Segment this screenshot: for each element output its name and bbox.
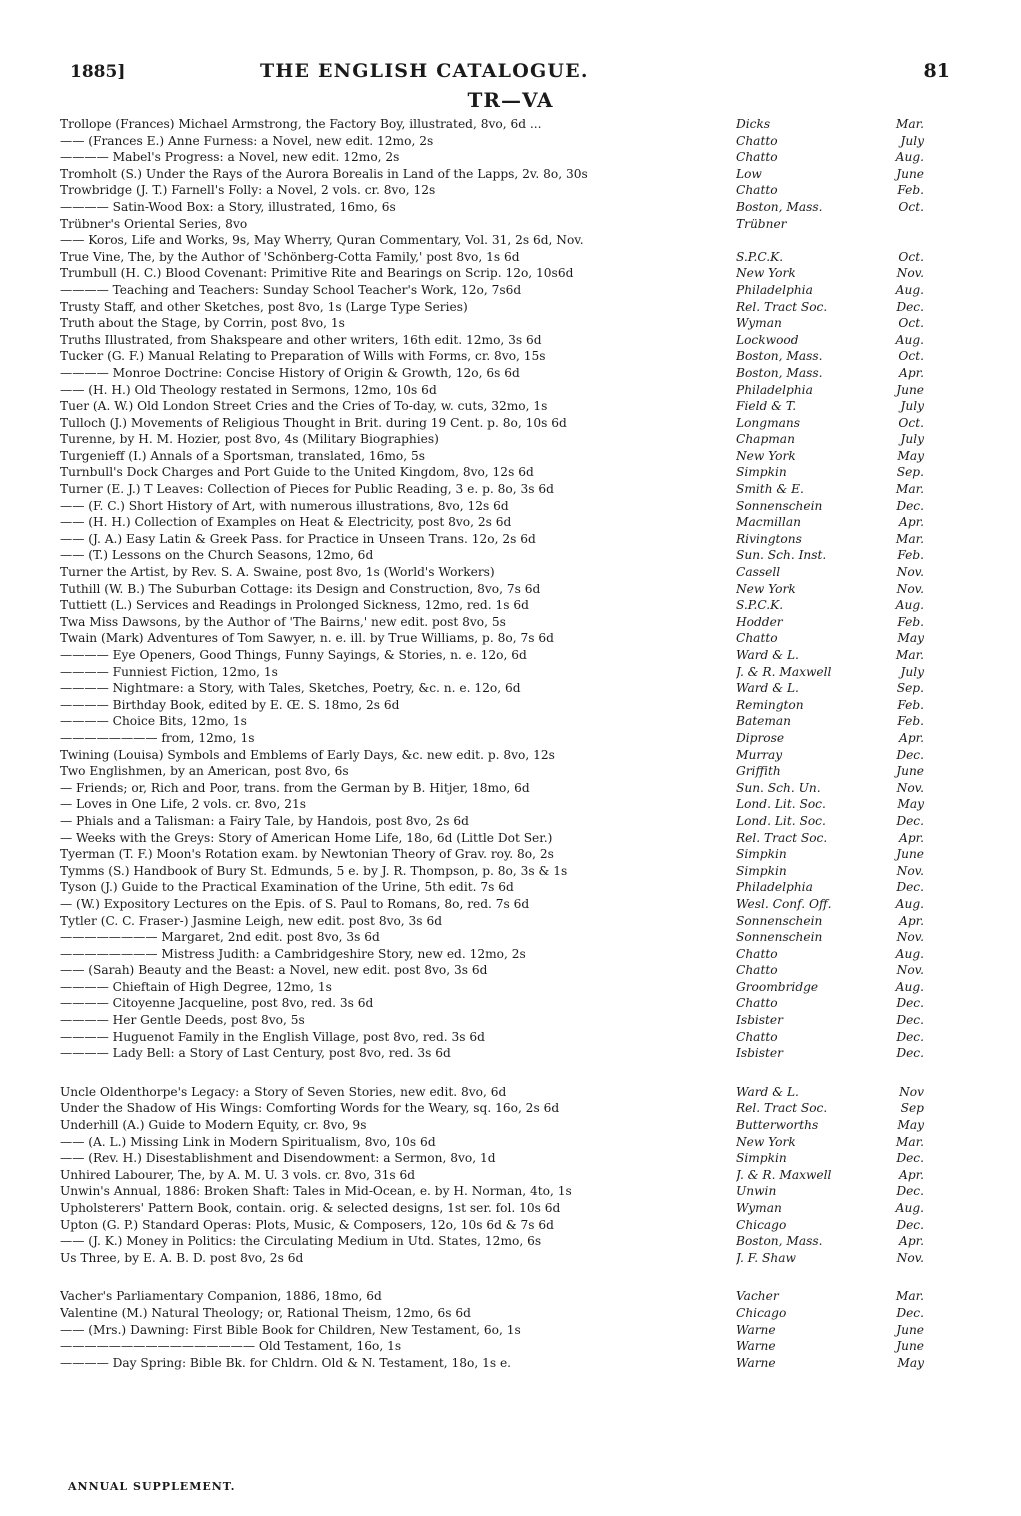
entry-publisher: Unwin	[736, 1184, 777, 1199]
entry-publisher: Philadelphia	[736, 382, 813, 397]
entry-month: Dec.	[896, 1217, 924, 1232]
entry-publisher: Isbister	[736, 1013, 783, 1028]
catalogue-entry	[60, 664, 930, 681]
entry-publisher: Rel. Tract Soc.	[736, 1101, 828, 1116]
entry-title: ———— Nightmare: a Story, with Tales, Sketches, Poetry, &c. n. e. 12o, 6d	[60, 681, 521, 696]
entry-title: Tyerman (T. F.) Moon's Rotation exam. by Newtonian Theory of Grav. roy. 8o, 2s	[60, 847, 554, 862]
entry-publisher: Dicks	[736, 117, 771, 131]
entry-month: Aug.	[895, 598, 924, 613]
catalogue-entry	[60, 564, 930, 581]
entry-month: May	[897, 448, 924, 463]
entry-publisher: Philadelphia	[736, 282, 813, 297]
entry-title: Unhired Labourer, The, by A. M. U. 3 vols. cr. 8vo, 31s 6d	[60, 1167, 416, 1182]
catalogue-entry	[60, 116, 930, 133]
entry-publisher: Chicago	[736, 1217, 787, 1232]
entry-title: —— (J. K.) Money in Politics: the Circulating Medium in Utd. States, 12mo, 6s	[60, 1234, 542, 1249]
entry-title: Tuthill (W. B.) The Suburban Cottage: its Design and Construction, 8vo, 7s 6d	[60, 581, 541, 596]
entry-publisher: Diprose	[736, 730, 785, 745]
catalogue-entry	[60, 830, 930, 847]
entry-publisher: Griffith	[736, 764, 781, 779]
entry-month: July	[900, 432, 924, 447]
entry-title: Tuer (A. W.) Old London Street Cries and the Cries of To-day, w. cuts, 32mo, 1s	[60, 399, 548, 414]
catalogue-entry	[60, 813, 930, 830]
catalogue-entry	[60, 1167, 930, 1184]
entry-title: ———— Day Spring: Bible Bk. for Chldrn. Old & N. Testament, 18o, 1s e.	[60, 1355, 512, 1370]
entry-publisher: Chapman	[736, 432, 795, 447]
entry-title: ———————— Mistress Judith: a Cambridgeshire Story, new ed. 12mo, 2s	[60, 946, 526, 961]
catalogue-entry	[60, 216, 930, 233]
entry-publisher: Wyman	[736, 1201, 782, 1215]
entry-month: Apr.	[899, 365, 924, 380]
entry-month: Feb.	[897, 183, 924, 198]
catalogue-entry	[60, 1134, 930, 1151]
entry-month: Dec.	[896, 1013, 924, 1028]
catalogue-entry	[60, 382, 930, 399]
entry-month: Apr.	[899, 830, 924, 845]
catalogue-entry	[60, 929, 930, 946]
catalogue-entry	[60, 199, 930, 216]
entry-title: Us Three, by E. A. B. D. post 8vo, 2s 6d	[60, 1250, 304, 1265]
catalogue-entry	[60, 647, 930, 664]
entry-month: Aug.	[895, 979, 924, 994]
entry-month: Nov.	[896, 963, 924, 978]
entry-title: Turner (E. J.) T Leaves: Collection of Pieces for Public Reading, 3 e. p. 8o, 3s 6d	[60, 482, 554, 497]
entry-title: ———— Huguenot Family in the English Village, post 8vo, red. 3s 6d	[60, 1029, 485, 1044]
entry-month: Dec.	[896, 880, 924, 895]
entry-title: Turner the Artist, by Rev. S. A. Swaine, post 8vo, 1s (World's Workers)	[60, 565, 495, 580]
catalogue-entry	[60, 133, 930, 150]
entry-publisher: Boston, Mass.	[736, 199, 823, 214]
entry-month: Oct.	[898, 249, 924, 264]
entry-month: Nov.	[896, 1250, 924, 1265]
catalogue-entry	[60, 514, 930, 531]
entry-title: Tytler (C. C. Fraser-) Jasmine Leigh, new edit. post 8vo, 3s 6d	[60, 913, 442, 928]
entry-title: —— (H. H.) Collection of Examples on Heat & Electricity, post 8vo, 2s 6d	[60, 515, 512, 530]
entry-title: ———— Mabel's Progress: a Novel, new edit. 12mo, 2s	[60, 150, 400, 165]
entry-publisher: Chatto	[736, 946, 778, 961]
entry-month: Dec.	[896, 1184, 924, 1199]
catalogue-entry	[60, 730, 930, 747]
entry-title: ———————————————— Old Testament, 16o, 1s	[60, 1339, 402, 1354]
catalogue-entry	[60, 1150, 930, 1167]
entry-month: Aug.	[895, 946, 924, 961]
entry-month: Dec.	[896, 1305, 924, 1320]
entry-month: Sep	[900, 1101, 924, 1116]
catalogue-entry	[60, 1012, 930, 1029]
entry-title: —— (Rev. H.) Disestablishment and Disendowment: a Sermon, 8vo, 1d	[60, 1151, 496, 1166]
entry-month: Mar.	[895, 531, 924, 546]
entry-publisher: Bateman	[736, 714, 792, 729]
entry-month: Nov.	[896, 930, 924, 945]
entry-publisher: Ward & L.	[736, 648, 799, 662]
entry-title: Upholsterers' Pattern Book, contain. orig. & selected designs, 1st ser. fol. 10s 6d	[60, 1201, 561, 1215]
entry-publisher: Rivingtons	[736, 531, 802, 546]
catalogue-entry	[60, 1355, 930, 1372]
entry-month: Dec.	[896, 996, 924, 1011]
entry-title: Turenne, by H. M. Hozier, post 8vo, 4s (Military Biographies)	[60, 432, 439, 447]
entry-publisher: Simpkin	[736, 1151, 787, 1166]
catalogue-entry	[60, 348, 930, 365]
catalogue-entry	[60, 481, 930, 498]
entry-publisher: Warne	[736, 1355, 776, 1370]
entry-month: May	[897, 1355, 924, 1370]
catalogue-entry	[60, 763, 930, 780]
entry-title: ———————— from, 12mo, 1s	[60, 730, 255, 745]
entry-publisher: Chatto	[736, 963, 778, 978]
entry-list	[60, 116, 930, 1371]
entry-title: Trübner's Oriental Series, 8vo	[60, 216, 248, 231]
entry-publisher: New York	[736, 581, 796, 596]
entry-publisher: Chatto	[736, 150, 778, 165]
entry-title: ———— Citoyenne Jacqueline, post 8vo, red. 3s 6d	[60, 996, 374, 1011]
entry-publisher: Simpkin	[736, 465, 787, 480]
entry-publisher: J. F. Shaw	[736, 1250, 796, 1265]
entry-month: Dec.	[896, 299, 924, 314]
entry-publisher: Sonnenschein	[736, 930, 823, 945]
entry-title: Underhill (A.) Guide to Modern Equity, cr. 8vo, 9s	[60, 1118, 367, 1133]
entry-month: June	[896, 1322, 924, 1337]
entry-title: —— Koros, Life and Works, 9s, May Wherry, Quran Commentary, Vol. 31, 2s 6d, Nov.	[60, 233, 584, 248]
entry-publisher: Trübner	[736, 216, 787, 231]
catalogue-entry	[60, 597, 930, 614]
catalogue-entry	[60, 149, 930, 166]
entry-publisher: Simpkin	[736, 847, 787, 862]
entry-title: Uncle Oldenthorpe's Legacy: a Story of Seven Stories, new edit. 8vo, 6d	[60, 1084, 507, 1099]
entry-title: — Friends; or, Rich and Poor, trans. from the German by B. Hitjer, 18mo, 6d	[60, 780, 530, 795]
entry-publisher: Vacher	[736, 1289, 779, 1304]
entry-publisher: Ward & L.	[736, 681, 799, 696]
entry-month: Oct.	[898, 415, 924, 430]
catalogue-entry	[60, 1200, 930, 1217]
entry-title: Truths Illustrated, from Shakspeare and other writers, 16th edit. 12mo, 3s 6d	[60, 332, 542, 347]
catalogue-entry	[60, 315, 930, 332]
entry-title: Tymms (S.) Handbook of Bury St. Edmunds, 5 e. by J. R. Thompson, p. 8o, 3s & 1s	[60, 863, 568, 878]
entry-title: —— (F. C.) Short History of Art, with numerous illustrations, 8vo, 12s 6d	[60, 498, 509, 513]
entry-title: ———— Chieftain of High Degree, 12mo, 1s	[60, 979, 332, 994]
entry-title: —— (Frances E.) Anne Furness: a Novel, new edit. 12mo, 2s	[60, 133, 434, 148]
entry-title: Unwin's Annual, 1886: Broken Shaft: Tales in Mid-Ocean, e. by H. Norman, 4to, 1s	[60, 1184, 572, 1199]
entry-month: Sep.	[896, 465, 924, 480]
entry-title: — Phials and a Talisman: a Fairy Tale, by Handois, post 8vo, 2s 6d	[60, 813, 469, 828]
entry-publisher: J. & R. Maxwell	[736, 664, 832, 679]
entry-month: Aug.	[895, 150, 924, 165]
entry-publisher: Macmillan	[736, 515, 801, 530]
catalogue-entry	[60, 846, 930, 863]
entry-month: Mar.	[895, 1134, 924, 1149]
catalogue-entry	[60, 863, 930, 880]
entry-publisher: Butterworths	[736, 1118, 819, 1133]
entry-month: Apr.	[899, 1167, 924, 1182]
entry-publisher: New York	[736, 448, 796, 463]
catalogue-entry	[60, 962, 930, 979]
catalogue-entry	[60, 1217, 930, 1234]
entry-month: Feb.	[897, 548, 924, 563]
entry-month: Dec.	[896, 1151, 924, 1166]
entry-month: July	[900, 664, 924, 679]
entry-month: Dec.	[896, 1029, 924, 1044]
entry-publisher: Lockwood	[736, 332, 799, 347]
catalogue-entry	[60, 946, 930, 963]
entry-title: Upton (G. P.) Standard Operas: Plots, Music, & Composers, 12o, 10s 6d & 7s 6d	[60, 1217, 554, 1232]
entry-title: ———— Funniest Fiction, 12mo, 1s	[60, 664, 278, 679]
entry-publisher: Chatto	[736, 631, 778, 646]
entry-publisher: Lond. Lit. Soc.	[736, 797, 826, 812]
entry-month: Mar.	[895, 117, 924, 131]
catalogue-entry	[60, 913, 930, 930]
entry-month: Mar.	[895, 1289, 924, 1304]
catalogue-entry	[60, 1338, 930, 1355]
entry-publisher: Simpkin	[736, 863, 787, 878]
entry-publisher: Groombridge	[736, 979, 819, 994]
footer-label: ANNUAL SUPPLEMENT.	[68, 1480, 236, 1493]
catalogue-entry	[60, 1084, 930, 1101]
entry-publisher: Boston, Mass.	[736, 1234, 823, 1249]
entry-title: — Weeks with the Greys: Story of American Home Life, 18o, 6d (Little Dot Ser.)	[60, 830, 553, 845]
catalogue-entry	[60, 896, 930, 913]
entry-publisher: Sonnenschein	[736, 913, 823, 928]
entry-publisher: Sun. Sch. Un.	[736, 780, 821, 795]
catalogue-entry	[60, 697, 930, 714]
entry-month: May	[897, 631, 924, 646]
entry-publisher: S.P.C.K.	[736, 249, 784, 264]
entry-month: June	[896, 382, 924, 397]
entry-month: Feb.	[897, 697, 924, 712]
page-number: 81	[923, 60, 950, 82]
entry-month: Nov.	[896, 581, 924, 596]
entry-month: Apr.	[899, 515, 924, 530]
entry-title: Tyson (J.) Guide to the Practical Examination of the Urine, 5th edit. 7s 6d	[60, 880, 514, 895]
entry-month: June	[896, 166, 924, 181]
catalogue-entry	[60, 713, 930, 730]
entry-publisher: Lond. Lit. Soc.	[736, 813, 826, 828]
entry-publisher: Rel. Tract Soc.	[736, 299, 828, 314]
catalogue-entry	[60, 879, 930, 896]
entry-title: Turgenieff (I.) Annals of a Sportsman, translated, 16mo, 5s	[60, 448, 426, 463]
entry-title: Trusty Staff, and other Sketches, post 8vo, 1s (Large Type Series)	[60, 299, 468, 314]
catalogue-entry	[60, 1288, 930, 1305]
entry-month: Aug.	[895, 896, 924, 911]
entry-publisher: Chatto	[736, 183, 778, 198]
entry-title: ———— Lady Bell: a Story of Last Century, post 8vo, red. 3s 6d	[60, 1046, 451, 1061]
catalogue-entry	[60, 747, 930, 764]
entry-publisher: Remington	[736, 697, 804, 712]
entry-title: True Vine, The, by the Author of 'Schönberg-Cotta Family,' post 8vo, 1s 6d	[60, 249, 520, 264]
entry-month: June	[896, 764, 924, 779]
entry-title: Trumbull (H. C.) Blood Covenant: Primitive Rite and Bearings on Scrip. 12o, 10s6d	[60, 266, 574, 281]
catalogue-entry	[60, 1117, 930, 1134]
entry-publisher: Boston, Mass.	[736, 349, 823, 364]
catalogue-entry	[60, 464, 930, 481]
entry-title: — (W.) Expository Lectures on the Epis. of S. Paul to Romans, 8o, red. 7s 6d	[60, 896, 530, 911]
catalogue-entry	[60, 182, 930, 199]
catalogue-entry	[60, 166, 930, 183]
catalogue-entry	[60, 630, 930, 647]
entry-month: Apr.	[899, 1234, 924, 1249]
entry-publisher: Wesl. Conf. Off.	[736, 896, 832, 911]
catalogue-entry	[60, 979, 930, 996]
entry-title: —— (Sarah) Beauty and the Beast: a Novel, new edit. post 8vo, 3s 6d	[60, 963, 488, 978]
entry-title: ———— Her Gentle Deeds, post 8vo, 5s	[60, 1013, 305, 1028]
catalogue-entry	[60, 232, 930, 249]
entry-title: —— (H. H.) Old Theology restated in Sermons, 12mo, 10s 6d	[60, 382, 437, 397]
entry-month: Nov.	[896, 780, 924, 795]
catalogue-entry	[60, 531, 930, 548]
entry-title: Tulloch (J.) Movements of Religious Thought in Brit. during 19 Cent. p. 8o, 10s 6d	[60, 415, 567, 430]
entry-publisher: Low	[736, 166, 762, 181]
entry-month: Oct.	[898, 349, 924, 364]
entry-title: ———— Monroe Doctrine: Concise History of Origin & Growth, 12o, 6s 6d	[60, 365, 520, 380]
entry-publisher: Murray	[736, 747, 783, 762]
entry-month: Nov.	[896, 266, 924, 281]
header-year: 1885]	[70, 62, 126, 82]
entry-month: Dec.	[896, 747, 924, 762]
catalogue-entry	[60, 1029, 930, 1046]
catalogue-entry	[60, 581, 930, 598]
entry-month: Nov	[899, 1084, 924, 1099]
catalogue-entry	[60, 1045, 930, 1062]
catalogue-entry	[60, 796, 930, 813]
entry-publisher: Boston, Mass.	[736, 365, 823, 380]
entry-title: —— (J. A.) Easy Latin & Greek Pass. for Practice in Unseen Trans. 12o, 2s 6d	[60, 531, 536, 546]
entry-title: Two Englishmen, by an American, post 8vo, 6s	[60, 764, 349, 779]
entry-month: July	[900, 399, 924, 414]
entry-title: —— (T.) Lessons on the Church Seasons, 12mo, 6d	[60, 548, 374, 563]
catalogue-entry	[60, 995, 930, 1012]
entry-title: Valentine (M.) Natural Theology; or, Rational Theism, 12mo, 6s 6d	[60, 1305, 471, 1320]
entry-title: ———— Teaching and Teachers: Sunday School Teacher's Work, 12o, 7s6d	[60, 282, 522, 297]
entry-title: — Loves in One Life, 2 vols. cr. 8vo, 21s	[60, 797, 307, 812]
entry-month: May	[897, 797, 924, 812]
entry-publisher: Sun. Sch. Inst.	[736, 548, 827, 563]
entry-month: Aug.	[895, 1201, 924, 1215]
entry-publisher: Warne	[736, 1322, 776, 1337]
entry-publisher: Chatto	[736, 996, 778, 1011]
entry-publisher: Field & T.	[736, 399, 797, 414]
entry-title: Tucker (G. F.) Manual Relating to Preparation of Wills with Forms, cr. 8vo, 15s	[60, 349, 546, 364]
entry-title: Twa Miss Dawsons, by the Author of 'The Bairns,' new edit. post 8vo, 5s	[60, 614, 506, 629]
entry-publisher: Warne	[736, 1339, 776, 1354]
header-title: THE ENGLISH CATALOGUE.	[260, 60, 589, 82]
catalogue-entry	[60, 448, 930, 465]
catalogue-entry	[60, 498, 930, 515]
entry-publisher: New York	[736, 1134, 796, 1149]
entry-month: June	[896, 847, 924, 862]
catalogue-entry	[60, 1250, 930, 1267]
entry-month: Feb.	[897, 714, 924, 729]
entry-month: Oct.	[898, 316, 924, 331]
entry-publisher: Chicago	[736, 1305, 787, 1320]
entry-title: Tuttiett (L.) Services and Readings in Prolonged Sickness, 12mo, red. 1s 6d	[60, 598, 529, 613]
entry-title: ———— Eye Openers, Good Things, Funny Sayings, & Stories, n. e. 12o, 6d	[60, 648, 527, 662]
entry-month: Aug.	[895, 282, 924, 297]
catalogue-entry	[60, 299, 930, 316]
entry-month: June	[896, 1339, 924, 1354]
entry-publisher: New York	[736, 266, 796, 281]
entry-title: Truth about the Stage, by Corrin, post 8vo, 1s	[60, 316, 345, 331]
entry-title: Trowbridge (J. T.) Farnell's Folly: a Novel, 2 vols. cr. 8vo, 12s	[60, 183, 436, 198]
entry-publisher: Rel. Tract Soc.	[736, 830, 828, 845]
entry-month: July	[900, 133, 924, 148]
catalogue-entry	[60, 265, 930, 282]
entry-month: Mar.	[895, 482, 924, 497]
entry-month: May	[897, 1118, 924, 1133]
entry-title: ———— Satin-Wood Box: a Story, illustrated, 16mo, 6s	[60, 199, 396, 214]
entry-month: Aug.	[895, 332, 924, 347]
catalogue-entry	[60, 1322, 930, 1339]
entry-publisher: Chatto	[736, 133, 778, 148]
catalogue-entry	[60, 1100, 930, 1117]
entry-title: ———————— Margaret, 2nd edit. post 8vo, 3s 6d	[60, 930, 380, 945]
catalogue-entry	[60, 680, 930, 697]
entry-publisher: Philadelphia	[736, 880, 813, 895]
entry-month: Dec.	[896, 498, 924, 513]
entry-title: ———— Choice Bits, 12mo, 1s	[60, 714, 247, 729]
catalogue-entry	[60, 1233, 930, 1250]
entry-publisher: J. & R. Maxwell	[736, 1167, 832, 1182]
entry-title: —— (A. L.) Missing Link in Modern Spiritualism, 8vo, 10s 6d	[60, 1134, 436, 1149]
entry-publisher: Longmans	[736, 415, 801, 430]
catalogue-entry	[60, 249, 930, 266]
catalogue-entry	[60, 1305, 930, 1322]
running-header	[70, 60, 950, 90]
entry-month: Apr.	[899, 730, 924, 745]
entry-publisher: Cassell	[736, 565, 781, 580]
entry-title: Tromholt (S.) Under the Rays of the Aurora Borealis in Land of the Lapps, 2v. 8o, 30s	[60, 166, 588, 181]
entry-month: Oct.	[898, 199, 924, 214]
catalogue-entry	[60, 780, 930, 797]
entry-publisher: Ward & L.	[736, 1084, 799, 1099]
entry-publisher: Sonnenschein	[736, 498, 823, 513]
entry-publisher: Wyman	[736, 316, 782, 331]
catalogue-entry	[60, 431, 930, 448]
entry-month: Sep.	[896, 681, 924, 696]
entry-title: Turnbull's Dock Charges and Port Guide to the United Kingdom, 8vo, 12s 6d	[60, 465, 534, 480]
catalogue-entry	[60, 614, 930, 631]
entry-month: Nov.	[896, 863, 924, 878]
entry-month: Apr.	[899, 913, 924, 928]
catalogue-entry	[60, 332, 930, 349]
entry-title: Under the Shadow of His Wings: Comforting Words for the Weary, sq. 16o, 2s 6d	[60, 1101, 560, 1116]
entry-title: Trollope (Frances) Michael Armstrong, the Factory Boy, illustrated, 8vo, 6d ...	[60, 117, 542, 131]
entry-title: Vacher's Parliamentary Companion, 1886, 18mo, 6d	[60, 1289, 382, 1304]
entry-month: Dec.	[896, 813, 924, 828]
entry-publisher: S.P.C.K.	[736, 598, 784, 613]
catalogue-entry	[60, 415, 930, 432]
section-range: TR—VA	[467, 88, 554, 112]
entry-publisher: Chatto	[736, 1029, 778, 1044]
catalogue-entry	[60, 282, 930, 299]
entry-title: —— (Mrs.) Dawning: First Bible Book for Children, New Testament, 6o, 1s	[60, 1322, 521, 1337]
catalogue-entry	[60, 365, 930, 382]
entry-title: Twining (Louisa) Symbols and Emblems of Early Days, &c. new edit. p. 8vo, 12s	[60, 747, 555, 762]
entry-publisher: Hodder	[736, 614, 783, 629]
catalogue-entry	[60, 547, 930, 564]
entry-month: Mar.	[895, 648, 924, 662]
entry-month: Nov.	[896, 565, 924, 580]
entry-title: Twain (Mark) Adventures of Tom Sawyer, n. e. ill. by True Williams, p. 8o, 7s 6d	[60, 631, 554, 646]
catalogue-entry	[60, 1183, 930, 1200]
catalogue-entry	[60, 398, 930, 415]
entry-month: Dec.	[896, 1046, 924, 1061]
entry-month: Feb.	[897, 614, 924, 629]
entry-publisher: Smith & E.	[736, 482, 804, 497]
entry-publisher: Isbister	[736, 1046, 783, 1061]
entry-title: ———— Birthday Book, edited by E. Œ. S. 18mo, 2s 6d	[60, 697, 400, 712]
